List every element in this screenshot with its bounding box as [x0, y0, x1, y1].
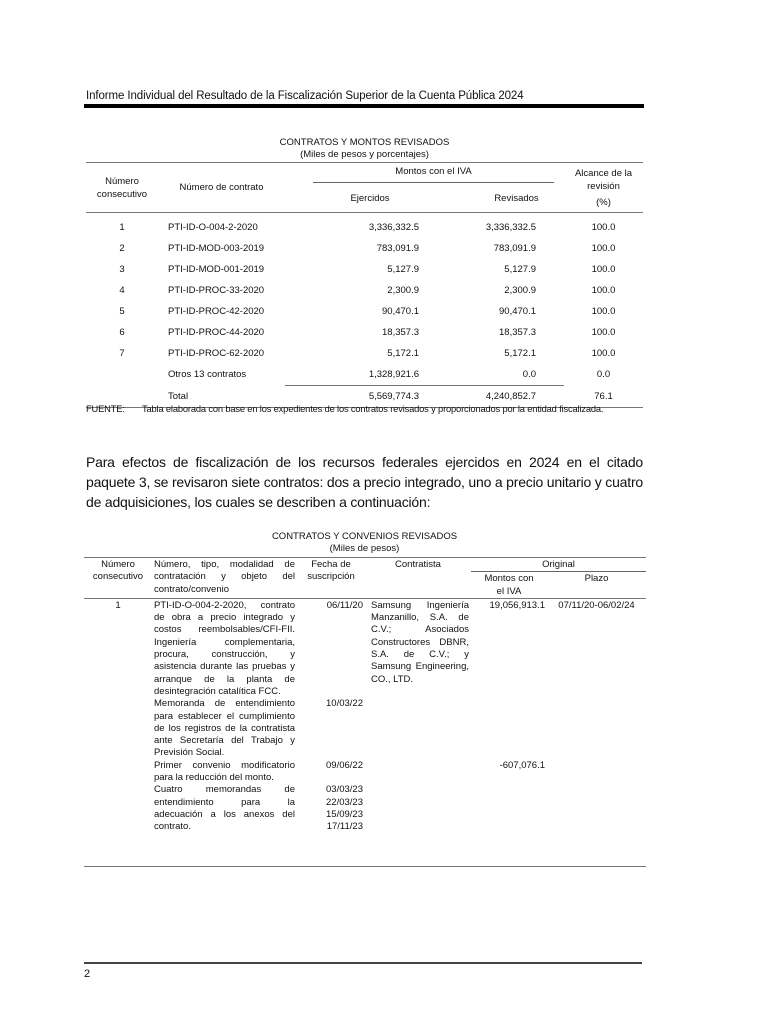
table1-subtitle: (Miles de pesos y porcentajes) — [300, 149, 429, 160]
col-header-reviewed: Revisados — [429, 185, 564, 213]
col-header-consecutive: Número consecutivo — [86, 163, 158, 213]
col-header-description: Número, tipo, modalidad de contratación y objeto del contrato/convenio — [152, 558, 297, 599]
col-header-scope: Alcance de la revisión (%) — [564, 163, 643, 213]
table1-title: CONTRATOS Y MONTOS REVISADOS — [279, 137, 450, 148]
source-text: Tabla elaborada con base en los expedientes de los contratos revisados y proporcionados por la entidad fiscalizada. — [142, 404, 604, 414]
table-row — [84, 784, 646, 867]
signing-date: 10/03/22 — [326, 698, 363, 710]
agreement-description: Cuatro memorandas de entendimiento para la adecuación a los anexos del contrato. — [154, 784, 295, 833]
contracts-amounts-table — [86, 162, 643, 408]
table-row: 7 PTI-ID-PROC-62-2020 5,172.1 5,172.1 100.0 — [119, 348, 616, 359]
table-row-others: Otros 13 contratos 1,328,921.6 0.0 0.0 — [86, 364, 643, 386]
amount: -607,076.1 — [499, 759, 545, 771]
table-row: 6 PTI-ID-PROC-44-2020 18,357.3 18,357.3 100.0 — [119, 327, 616, 338]
col-header-contract: Número de contrato — [158, 163, 285, 213]
table-row: 3 PTI-ID-MOD-001-2019 5,127.9 5,127.9 100.0 — [119, 264, 616, 275]
page-number: 2 — [84, 968, 91, 980]
table1-source-note — [86, 404, 656, 414]
signing-dates: 03/03/23 22/03/23 15/09/23 17/11/23 — [326, 784, 363, 833]
col-header-exercised: Ejercidos — [285, 185, 429, 213]
amounts-group-rule — [313, 182, 554, 183]
agreement-description: Primer convenio modificatorio para la reducción del monto. — [154, 759, 295, 784]
term: 07/11/20-06/02/24 — [558, 599, 635, 611]
table2-subtitle: (Miles de pesos) — [329, 543, 400, 554]
footer-rule — [84, 962, 642, 964]
contractor: Samsung Ingeniería Manzanillo, S.A. de C.V.; Asociados Constructores DBNR, S.A. de C.V.; y Samsung Engineering, CO., LTD. — [371, 599, 469, 685]
contracts-agreements-table — [84, 557, 646, 867]
table-row — [84, 760, 646, 785]
table-row-total: Total 5,569,774.3 4,240,852.7 76.1 — [86, 386, 643, 408]
col-header-contractor: Contratista — [365, 558, 471, 599]
signing-date: 09/06/22 — [326, 759, 363, 771]
col-header-term: Plazo — [547, 572, 646, 599]
table-row: 2 PTI-ID-MOD-003-2019 783,091.9 783,091.9 100.0 — [119, 243, 616, 254]
table-row — [84, 698, 646, 759]
source-label: FUENTE: — [86, 404, 125, 414]
amount: 19,056,913.1 — [489, 599, 545, 611]
col-header-original: Original — [471, 558, 646, 572]
table-row: 5 PTI-ID-PROC-42-2020 90,470.1 90,470.1 100.0 — [119, 306, 616, 317]
table-row: 1 PTI-ID-O-004-2-2020 3,336,332.5 3,336,332.5 100.0 — [119, 222, 616, 233]
body-paragraph: Para efectos de fiscalización de los recursos federales ejercidos en 2024 en el citado paquete 3, se revisaron siete contratos: dos a precio integrado, uno a precio unitario y cuatro de adquisiciones, los cuales se describen a continuación: — [86, 454, 643, 510]
col-header-consecutive: Número consecutivo — [84, 558, 152, 599]
signing-date: 06/11/20 — [326, 599, 363, 611]
col-header-amount: Montos con el IVA — [471, 572, 547, 599]
agreement-description: Memoranda de entendimiento para establecer el cumplimiento de los registros de la contratista ante Secretaría del Trabajo y Previsión Social. — [154, 698, 295, 759]
header-rule — [84, 104, 644, 108]
table2-title: CONTRATOS Y CONVENIOS REVISADOS — [271, 531, 458, 542]
table-row: 4 PTI-ID-PROC-33-2020 2,300.9 2,300.9 100.0 — [119, 285, 616, 296]
report-header-title: Informe Individual del Resultado de la Fiscalización Superior de la Cuenta Pública 2024 — [86, 90, 524, 102]
col-header-signing-date: Fecha de suscripción — [297, 558, 365, 599]
table-row: 1 PTI-ID-O-004-2-2020, contrato de obra a precio integrado y costos reembolsables/CFI-FII. Ingeniería complementaria, procura, construcción, y asistencia durante las pruebas y arranque de la planta de desintegración catalítica FCC. 06/11/20 Samsung Ingeniería Manzanillo, S.A. de C.V.; Asociados Constructores DBNR, S.A. de C.V.; y Samsung Engineering, CO., LTD. 19,056,913.1 07/11/20-06/02/24 — [84, 598, 646, 698]
col-header-amounts-group: Montos con el IVA — [285, 163, 564, 186]
contract-description: PTI-ID-O-004-2-2020, contrato de obra a precio integrado y costos reembolsables/CFI-FII. Ingeniería complementaria, procura, construcción, y asistencia durante las pruebas y arranque de la planta de desintegración catalítica FCC. — [154, 599, 295, 697]
